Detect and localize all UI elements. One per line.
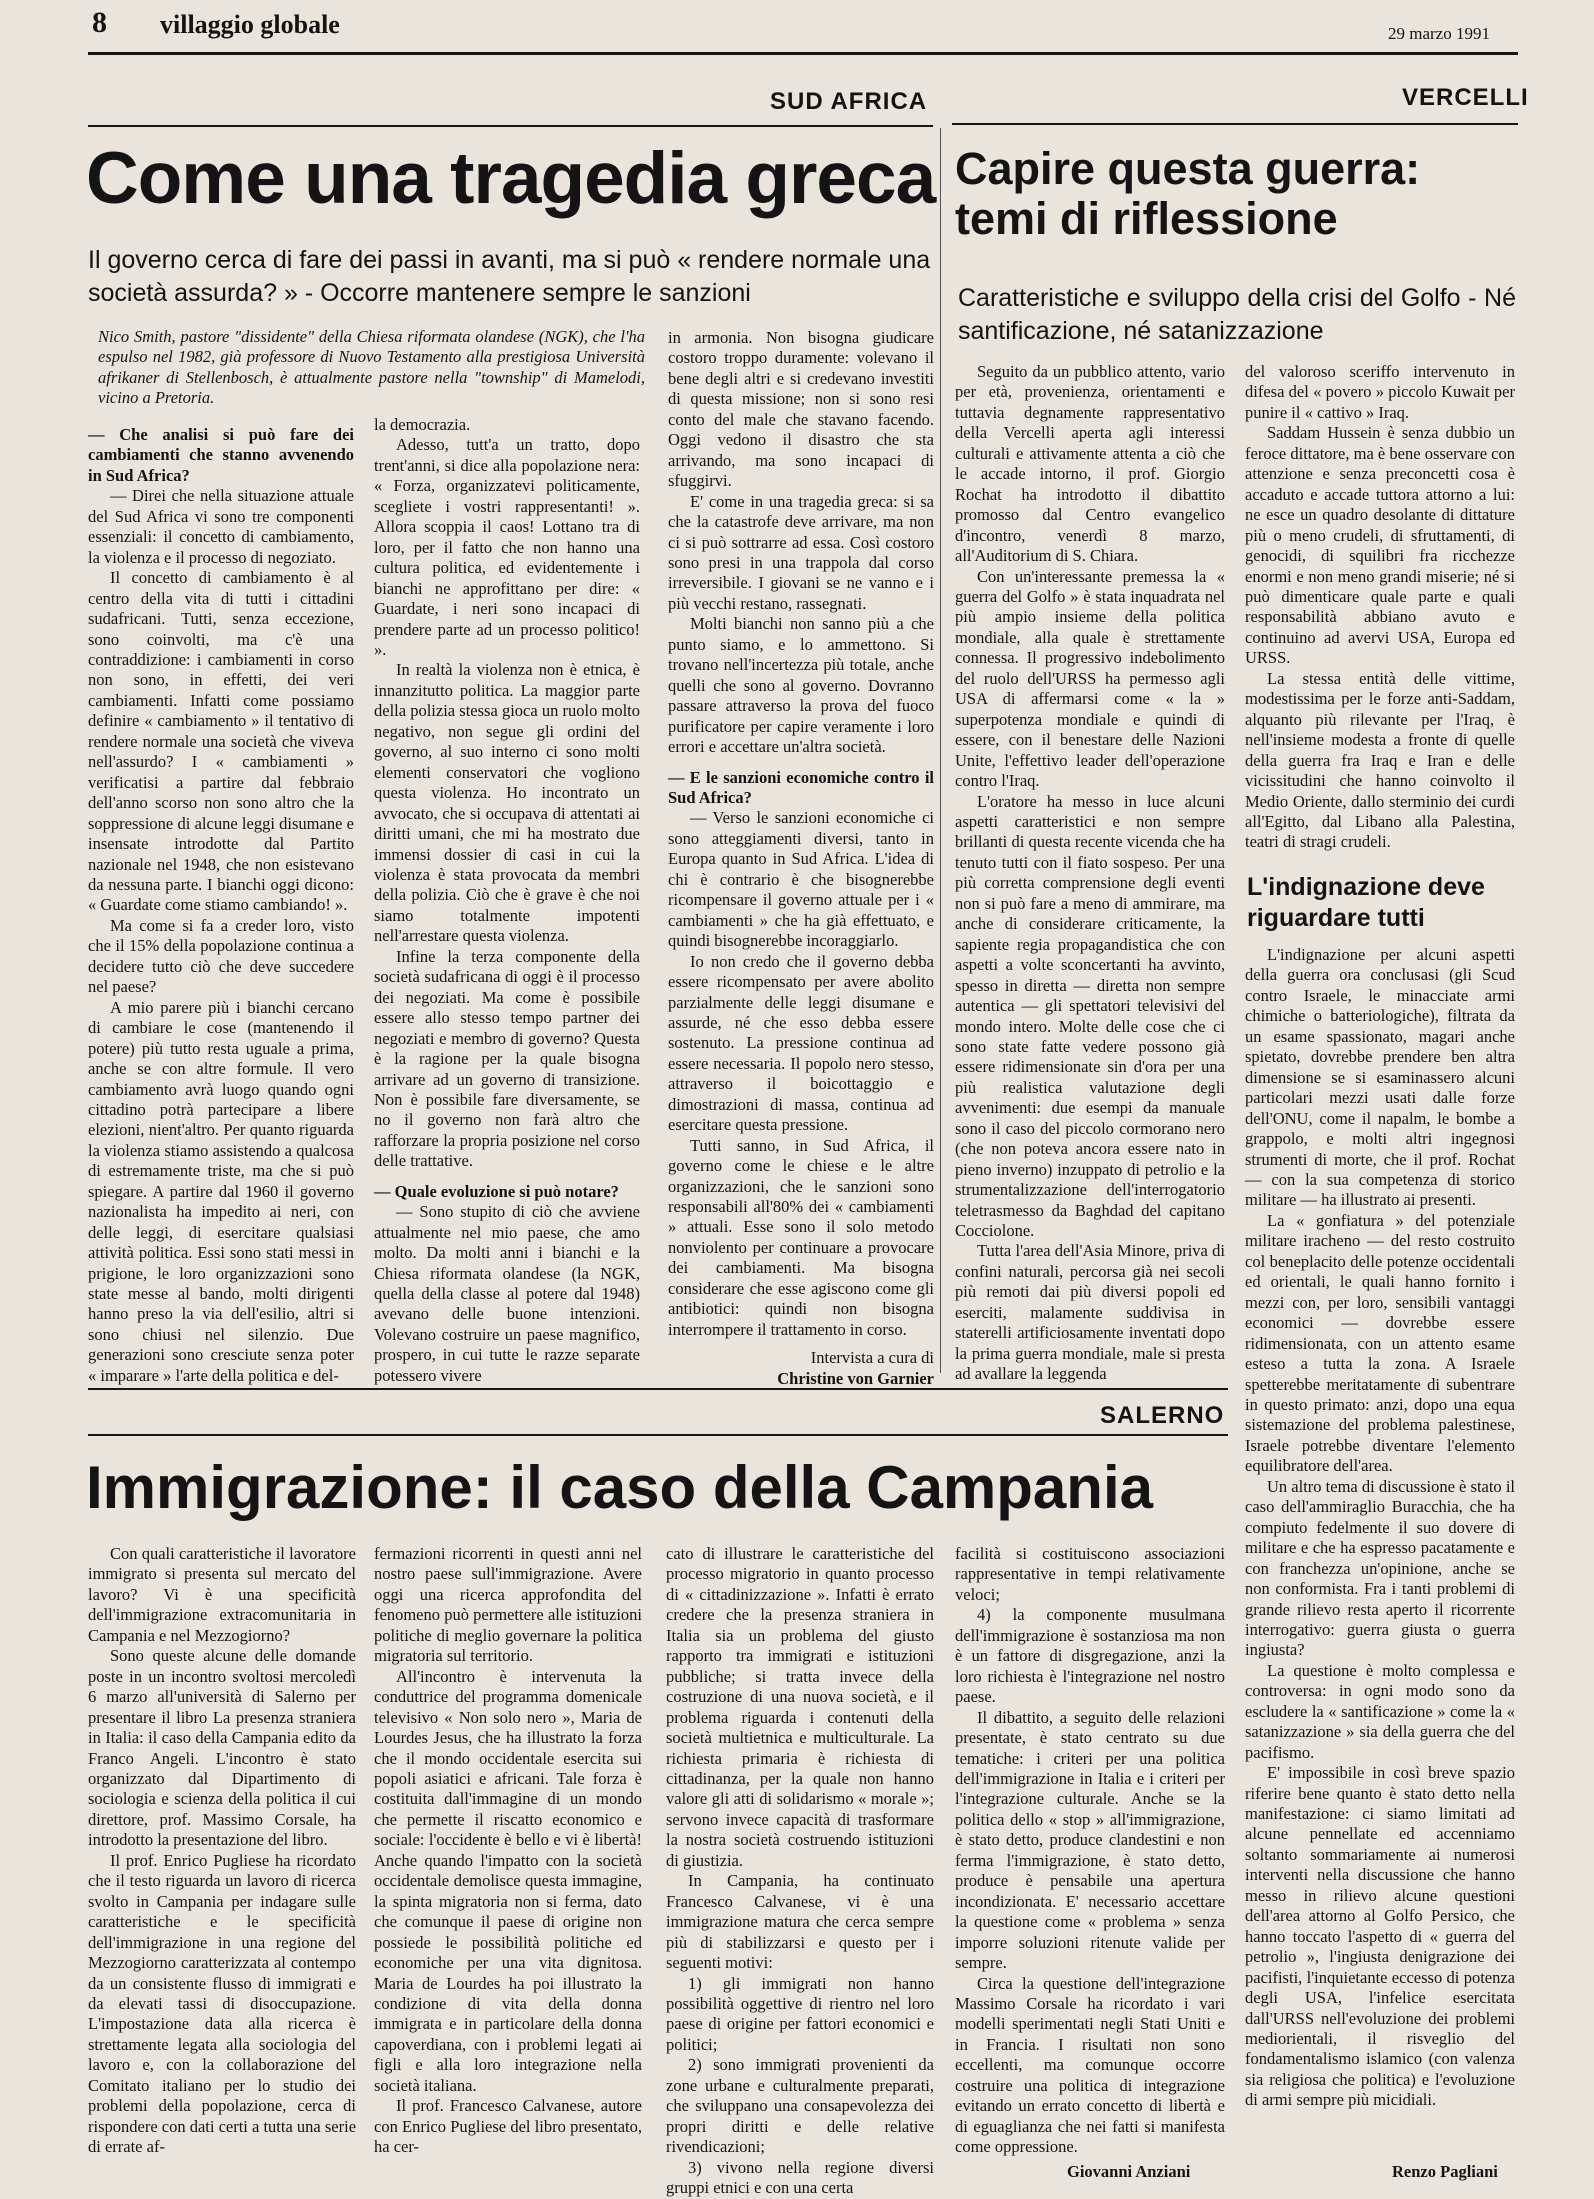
- paragraph: 4) la componente musulmana dell'immigrazione è sostanziosa ma non è un fattore di disgregazione, anzi la loro richiesta è l'integrazione nel nostro paese.: [955, 1605, 1225, 1707]
- paragraph: Ma come si fa a creder loro, visto che il 15% della popolazione continua a decidere tutto ciò che deve succedere nel paese?: [88, 915, 354, 997]
- paragraph: la democrazia.: [374, 415, 471, 434]
- subhead-sudafrica: Il governo cerca di fare dei passi in avanti, ma si può « rendere normale una società assurda? » - Occorre mantenere sempre le sanzioni: [88, 246, 931, 307]
- vercelli-rule: [952, 123, 1518, 125]
- paragraph: Un altro tema di discussione è stato il caso dell'ammiraglio Buracchia, che ha compiuto fedelmente il suo dovere di militare e che ha espresso pacatamente e con franchezza un'opinione, anche se non conformista. Fra i tanti problemi di grande rilievo resta aperto il ricorrente interrogativo: guerra giusta o guerra ingiusta?: [1245, 1476, 1515, 1660]
- paragraph: — Sono stupito di ciò che avviene attualmente nel mio paese, che amo molto. Da molti anni i bianchi e la Chiesa riformata olandese (la NGK, quella della classe al potere dal 1948) avevano delle buone intenzioni. Volevano costruire un paese magnifico, prospero, in cui tutte le razze separate potessero vivere: [374, 1202, 640, 1385]
- signature-salerno: Giovanni Anziani: [1067, 2162, 1191, 2181]
- paragraph: E' come in una tragedia greca: si sa che la catastrofe deve arrivare, ma non ci si può sottrarre ad essa. Così costoro sono presi in una trappola dal corso irreversibile. I giovani se ne vanno e i più vecchi restano, rassegnati.: [668, 491, 934, 613]
- sudafrica-column-2: [374, 415, 640, 1386]
- headline-vercelli: Capire questa guerra: temi di riflessione: [955, 143, 1421, 245]
- paragraph: Il prof. Francesco Calvanese, autore con Enrico Pugliese del libro presentato, ha cer-: [374, 2096, 642, 2157]
- paragraph: In realtà la violenza non è etnica, è innanzitutto politica. La maggior parte della polizia stessa gioca un ruolo molto negativo, non segue gli ordini del governo, al suo interno ci sono molti elementi conservatori che vogliono questa violenza. Ho incontrato un avvocato, che si occupava di attentati ai diritti umani, che mi ha mostrato due immensi dossier di casi in cui la violenza è stata provocata da membri della polizia. Ciò che è grave è che noi siamo totalmente impotenti nell'arrestare questa violenza.: [374, 660, 640, 946]
- magazine-name: villaggio globale: [160, 10, 340, 39]
- paragraph: — Direi che nella situazione attuale del Sud Africa vi sono tre componenti essenziali: il concetto di cambiamento, la violenza e il processo di negoziato.: [88, 486, 354, 567]
- section-label-salerno: SALERNO: [1100, 1402, 1225, 1429]
- paragraph: del valoroso sceriffo intervenuto in difesa del « povero » piccolo Kuwait per punire il « cattivo » Iraq.: [1245, 362, 1515, 422]
- masthead-rule: [88, 52, 1518, 55]
- interview-question: — E le sanzioni economiche contro il Sud Africa?: [668, 767, 934, 807]
- paragraph: 1) gli immigrati non hanno possibilità oggettive di rientro nel loro paese di origine per fattori economici e politici;: [666, 1973, 934, 2054]
- paragraph: All'incontro è intervenuta la conduttrice del programma domenicale televisivo « Non solo nero », Maria de Lourdes Jesus, che ha illustrato la forza che il mondo occidentale esercita sui popoli asiatici e africani. Tale forza è costituita dall'immagine di un mondo che permette il riscatto economico e sociale: l'occidente è bello e vi è libertà! Anche quando l'impatto con la società occidentale demolisce questa immagine, la spinta migratoria non si ferma, dato che comunque il paese di origine non possiede le possibilità politiche ed economiche per una vita dignitosa. Maria de Lourdes ha poi illustrato la condizione di vita della donna immigrata e in particolare della donna capoverdiana, con i problemi legati ai figli e alla loro integrazione nella società italiana.: [374, 1666, 642, 2095]
- salerno-rule-2: [88, 1434, 1228, 1436]
- paragraph: L'oratore ha messo in luce alcuni aspetti caratteristici e non sempre brillanti di questa recente vicenda che ha tenuto tutti con il fiato sospeso. Per una più corretta comprensione degli eventi non si può fare a meno di ammirare, ma anche di considerare criticamente, la sapiente regia propagandistica che con aspetti a volte sconcertanti ha avvinto, spesso in diretta — diretta non sempre autentica — gli spettatori televisivi del mondo intero. Molte delle cose che ci sono state fatte vedere possono già essere ridimensionate sin d'ora per una più realistica valutazione degli avvenimenti: due esempi da manuale sono il caso del piccolo cormorano nero (che non poteva ancora essere nato in pieno inverno) inzuppato di petrolio e la strumentalizzazione dell'interrogatorio teletrasmesso da Baghdad del capitano Cocciolone.: [955, 791, 1225, 1241]
- headline-sudafrica: Come una tragedia greca: [86, 138, 936, 219]
- paragraph: Il concetto di cambiamento è al centro della vita di tutti i cittadini sudafricani. Tutti, senza eccezione, sono coinvolti, ma c'è una contraddizione: i cambiamenti in corso non sono, in effetti, dei veri cambiamenti. Infatti come possiamo definire « cambiamento » il tentativo di rendere normale una società che viveva nell'assurdo? I « cambiamenti » verificatisi a partire dal febbraio dell'anno scorso non sono altro che la soppressione di alcune leggi disumane e insensate introdotte dal Partito nazionale nel 1948, che non esistevano da nessuna parte. I bianchi oggi dicono: « Guardate come stiamo cambiando! ».: [88, 568, 354, 915]
- paragraph: Io non credo che il governo debba essere ricompensato per avere abolito parzialmente delle leggi disumane e assurde, né che esso debba essere sostenuto. La pressione continua ad essere necessaria. Il popolo nero stesso, attraverso il boicottaggio e dimostrazioni di massa, continua ad esercitare questa pressione.: [668, 951, 934, 1135]
- paragraph: in armonia. Non bisogna giudicare costoro troppo duramente: volevano il bene degli altri e si credevano investiti di questa missione; non si sono resi conto del male che stavano facendo. Oggi vedono il disastro che sta arrivando, ma sono incapaci di sfuggirvi.: [668, 328, 934, 491]
- vercelli-column-2-bottom: [1245, 945, 1515, 2111]
- section-label-vercelli: VERCELLI: [1402, 84, 1529, 111]
- paragraph: cato di illustrare le caratteristiche del processo migratorio in quanto processo di « cittadinizzazione ». Infatti è errato credere che la presenza straniera in Italia sia un problema del giusto rapporto tra immigrati e istituzioni pubbliche; si tratta invece della costruzione di una nuova società, e il problema riguarda i contenuti della società multietnica e multiculturale. La richiesta primaria è richiesta di cittadinanza, per la quale non hanno valore gli atti di solidarismo « morale »; servono invece capacità di trasformare la nostra società costruendo istituzioni di giustizia.: [666, 1544, 934, 1870]
- paragraph: Sono queste alcune delle domande poste in un incontro svoltosi mercoledì 6 marzo all'università di Salerno per presentare il libro La presenza straniera in Italia: il caso della Campania edito da Franco Angeli. L'incontro è stato organizzato dal Dipartimento di sociologia e scienza della politica il cui direttore, prof. Massimo Corsale, ha introdotto la presentazione del libro.: [88, 1646, 356, 1850]
- sudafrica-column-1: [88, 415, 354, 1386]
- paragraph: Saddam Hussein è senza dubbio un feroce dittatore, ma è bene osservare con attenzione e senza preconcetti cosa è accaduto e accade tuttora attorno a lui: ne esce un quadro desolante di dittature più o meno crudeli, di sfruttamenti, di genocidi, di squilibri fra ricchezze enormi e non meno grandi miserie; né si può dimenticare quale parte e quali responsabilità abbiano avuto e continuino ad avervi USA, Europa ed URSS.: [1245, 423, 1515, 668]
- page-number: 8: [92, 6, 107, 39]
- section-label-sudafrica: SUD AFRICA: [770, 88, 928, 115]
- paragraph: Seguito da un pubblico attento, vario per età, provenienza, orientamenti e tuttavia degnamente rappresentativo della Vercelli aperta agli interessi culturali e attivamente attenta a ciò che le accade intorno, il prof. Giorgio Rochat ha introdotto il dibattito promosso dal Centro evangelico d'incontro, venerdì 8 marzo, all'Auditorium di S. Chiara.: [955, 362, 1225, 566]
- paragraph: La « gonfiatura » del potenziale militare iracheno — del resto costruito col beneplacito delle potenze occidentali ed orientali, le quali hanno fornito i mezzi con, per loro, sensibili vantaggi economici — dovrebbe essere ridimensionata, con un attento esame esteso a tutta la zona. A Israele spetterebbe meritatamente di subentrare in questo primato: anzi, dopo una equa sistemazione del problema palestinese, Israele potrebbe diventare l'elemento equilibratore dell'area.: [1245, 1210, 1515, 1476]
- paragraph: Con un'interessante premessa la « guerra del Golfo » è stata inquadrata nel più ampio insieme della politica mondiale, alla quale è strettamente connessa. Il progressivo indebolimento del ruolo dell'URSS ha permesso agli USA di affermarsi come « la » superpotenza mondiale e quindi di essere, con il benestare delle Nazioni Unite, l'effettivo leader dell'operazione contro l'Iraq.: [955, 566, 1225, 791]
- column-divider: [940, 128, 941, 1373]
- paragraph: — Verso le sanzioni economiche ci sono atteggiamenti diversi, tanto in Europa quanto in Sud Africa. L'idea di chi è contrario è che bisognerebbe ricompensare il governo attuale per i « cambiamenti » che ha già effettuato, e quindi bisognerebbe incoraggiarlo.: [668, 808, 934, 951]
- paragraph: In Campania, ha continuato Francesco Calvanese, vi è una immigrazione matura che cerca sempre più di stabilizzarsi e questo per i seguenti motivi:: [666, 1871, 934, 1973]
- interviewer-signature: Christine von Garnier: [777, 1368, 934, 1388]
- paragraph: Il dibattito, a seguito delle relazioni presentate, è stato centrato su due tematiche: i criteri per una politica dell'immigrazione in Italia e i criteri per l'integrazione culturale. Anche se la politica dello « stop » all'immigrazione, è stato detto, produce clandestini e non ferma l'immigrazione, è stato detto, produce è pensabile una apertura incondizionata. E' necessario accettare la questione come « problema » senza imporre soluzioni ritenute valide per sempre.: [955, 1707, 1225, 1973]
- paragraph: Con quali caratteristiche il lavoratore immigrato si presenta sul mercato del lavoro? Vi è una specificità dell'immigrazione extracomunitaria in Campania e nel Mezzogiorno?: [88, 1544, 356, 1645]
- interview-question: — Che analisi si può fare dei cambiamenti che stanno avvenendo in Sud Africa?: [88, 425, 354, 485]
- paragraph: L'indignazione per alcuni aspetti della guerra ora conclusasi (gli Scud contro Israele, le minacciate armi chimiche o batteriologiche), filtrata da un esame spassionato, magari anche spietato, dovrebbe prendere ben altra dimensione se si esaminassero alcuni particolari mezzi usati dalle forze dell'ONU, come il napalm, le bombe a grappolo, e molti altri ingegnosi strumenti di morte, che il prof. Rochat — con la sua competenza di storico militare — ha illustrato ai presenti.: [1245, 945, 1515, 1210]
- paragraph: 3) vivono nella regione diversi gruppi etnici e con una certa: [666, 2157, 934, 2198]
- paragraph: fermazioni ricorrenti in questi anni nel nostro paese sull'immigrazione. Avere oggi una ricerca approfondita del fenomeno può permettere alle istituzioni politiche di meglio governare la politica migratoria sul territorio.: [374, 1544, 642, 1666]
- sudafrica-column-3: [668, 328, 934, 1389]
- paragraph: Adesso, tutt'a un tratto, dopo trent'anni, si dice alla popolazione nera: « Forza, organizzatevi politicamente, scegliete i vostri rappresentanti! ». Allora scoppia il caos! Lottano tra di loro, per il fatto che non hanno una cultura politica, ed evidentemente i bianchi ne approfittano per dire: « Guardate, i neri sono incapaci di prendere parte ad un processo politico! ».: [374, 435, 640, 659]
- vercelli-subheading: L'indignazione deve riguardare tutti: [1247, 873, 1485, 933]
- interview-question: — Quale evoluzione si può notare?: [374, 1181, 619, 1201]
- paragraph: A mio parere più i bianchi cercano di cambiare le cose (mantenendo il potere) più tutto resta uguale a prima, anche se con altre formule. Il vero cambiamento avrà luogo quando ogni cittadino potrà partecipare a libere elezioni, nient'altro. Per quanto riguarda la violenza stiamo assistendo a qualcosa di estremamente triste, ma che si può spiegare. A partire dal 1960 il governo nazionalista ha impedito ai neri, con delle leggi, di esercitare qualsiasi attività politica. Essi sono stati messi in prigione, le loro organizzazioni sono state messe al bando, molti dirigenti hanno preso la via dell'esilio, altri si sono chiusi nel silenzio. Due generazioni sono cresciute senza poter « imparare » l'arte della politica e del-: [88, 997, 354, 1385]
- headline-salerno: Immigrazione: il caso della Campania: [86, 1454, 1153, 1521]
- paragraph: Il prof. Enrico Pugliese ha ricordato che il testo riguarda un lavoro di ricerca svolto in Campania per indagare sulle caratteristiche e le specificità dell'immigrazione in una regione del Mezzogiorno caratterizzata al contempo da un consistente flusso di immigrati e da elevati tassi di disoccupazione. L'impostazione data alla ricerca è strettamente legata alla sociologia del lavoro e, con la collaborazione del Comitato italiano per lo studio dei problemi della popolazione, cerca di rispondere con dati certi a tutta una serie di errate af-: [88, 1850, 357, 2157]
- paragraph: Tutta l'area dell'Asia Minore, priva di confini naturali, percorsa già nei secoli più remoti dai più diversi popoli ed eserciti, malamente suddivisa in staterelli artificiosamente inventati dopo la prima guerra mondiale, male si presta ad avallare la leggenda: [955, 1241, 1225, 1384]
- paragraph: Circa la questione dell'integrazione Massimo Corsale ha ricordato i vari modelli sperimentati negli Stati Uniti e in Francia. I risultati non sono eccellenti, ma comunque occorre costruire una politica di integrazione evitando un errato concetto di libertà e di eguaglianza che nei fatti si manifesta come oppressione.: [955, 1973, 1225, 2157]
- interview-credit: Intervista a cura di: [810, 1348, 934, 1368]
- intro-sudafrica: Nico Smith, pastore "dissidente" della Chiesa riformata olandese (NGK), che l'ha espulso nel 1982, già professore di Nuovo Testamento alla prestigiosa Università afrikaner di Stellenbosch, è attualmente pastore nella "township" di Mamelodi, vicino a Pretoria.: [98, 327, 645, 407]
- salerno-rule: [88, 1388, 1228, 1390]
- salerno-column-2: [374, 1544, 642, 2158]
- paragraph: E' impossibile in così breve spazio riferire bene quanto è stato detto nella manifestazione: ci siamo limitati ad alcune pennellate ed accenniamo soltanto sommariamente ai numerosi interventi nella discussione che hanno messo in rilievo alcune questioni dell'area attorno al Golfo Persico, che hanno toccato l'aspetto di « guerra del petrolio », l'ingiusta denigrazione dei pacifisti, l'inquietante eccesso di potenza degli USA, l'infelice esercitata dall'URSS nell'evoluzione dei problemi mediorientali, il risveglio del fondamentalismo islamico (con valenza sia religiosa che politica) e l'evoluzione di armi sempre più micidiali.: [1245, 1763, 1515, 2110]
- salerno-column-3: [666, 1544, 934, 2199]
- paragraph: 2) sono immigrati provenienti da zone urbane e culturalmente preparati, che sviluppano una consapevolezza dei propri diritti e delle relative rivendicazioni;: [666, 2055, 934, 2157]
- paragraph: Molti bianchi non sanno più a che punto siamo, e lo ammettono. Si trovano nell'incertezza più totale, anche quelli che sono al governo. Dovranno passare attraverso la prova del fuoco purificatore per capire veramente i loro errori e accettare un'altra società.: [668, 614, 934, 757]
- subhead-vercelli: Caratteristiche e sviluppo della crisi del Golfo - Né santificazione, né satanizzazione: [958, 284, 1516, 345]
- paragraph: Infine la terza componente della società sudafricana di oggi è il processo dei negoziati. Ma come è possibile essere allo stesso tempo partner dei negoziati e membro di governo? Questa è la ragione per la quale bisogna arrivare ad un governo di transizione. Non è possibile fare diversamente, se no il governo non farà altro che rafforzare la propria posizione nel corso delle trattative.: [374, 946, 640, 1171]
- vercelli-column-1: [955, 362, 1225, 1385]
- paragraph: Tutti sanno, in Sud Africa, il governo come le chiese e le altre organizzazioni, che le sanzioni sono responsabili all'80% dei « cambiamenti » attuali. Esse sono il solo metodo nonviolento per continuare a provocare dei cambiamenti. Ma bisogna considerare che esse agiscono come gli antibiotici: quindi non bisogna interrompere il trattamento in corso.: [668, 1135, 934, 1339]
- paragraph: La stessa entità delle vittime, modestissima per le forze anti-Saddam, alquanto più rilevante per l'Iraq, è nell'insieme modesta a fronte di quelle della guerra fra Iraq e Iran e delle vicissitudini che hanno coinvolto il Medio Oriente, dallo sterminio dei curdi all'Egitto, dal Libano alla Palestina, teatri di stragi crudeli.: [1245, 668, 1515, 852]
- vercelli-column-2-top: [1245, 362, 1515, 853]
- paragraph: facilità si costituiscono associazioni rappresentative in tempi relativamente veloci;: [955, 1544, 1225, 1604]
- paragraph: La questione è molto complessa e controversa: in ogni modo sono da escludere la « santificazione » come la « satanizzazione » sia della guerra che del pacifismo.: [1245, 1660, 1515, 1762]
- salerno-column-1: [88, 1544, 356, 2158]
- salerno-column-4: [955, 1544, 1225, 2158]
- signature-vercelli: Renzo Pagliani: [1392, 2162, 1498, 2181]
- issue-date: 29 marzo 1991: [1388, 24, 1490, 43]
- sudafrica-rule: [88, 125, 933, 127]
